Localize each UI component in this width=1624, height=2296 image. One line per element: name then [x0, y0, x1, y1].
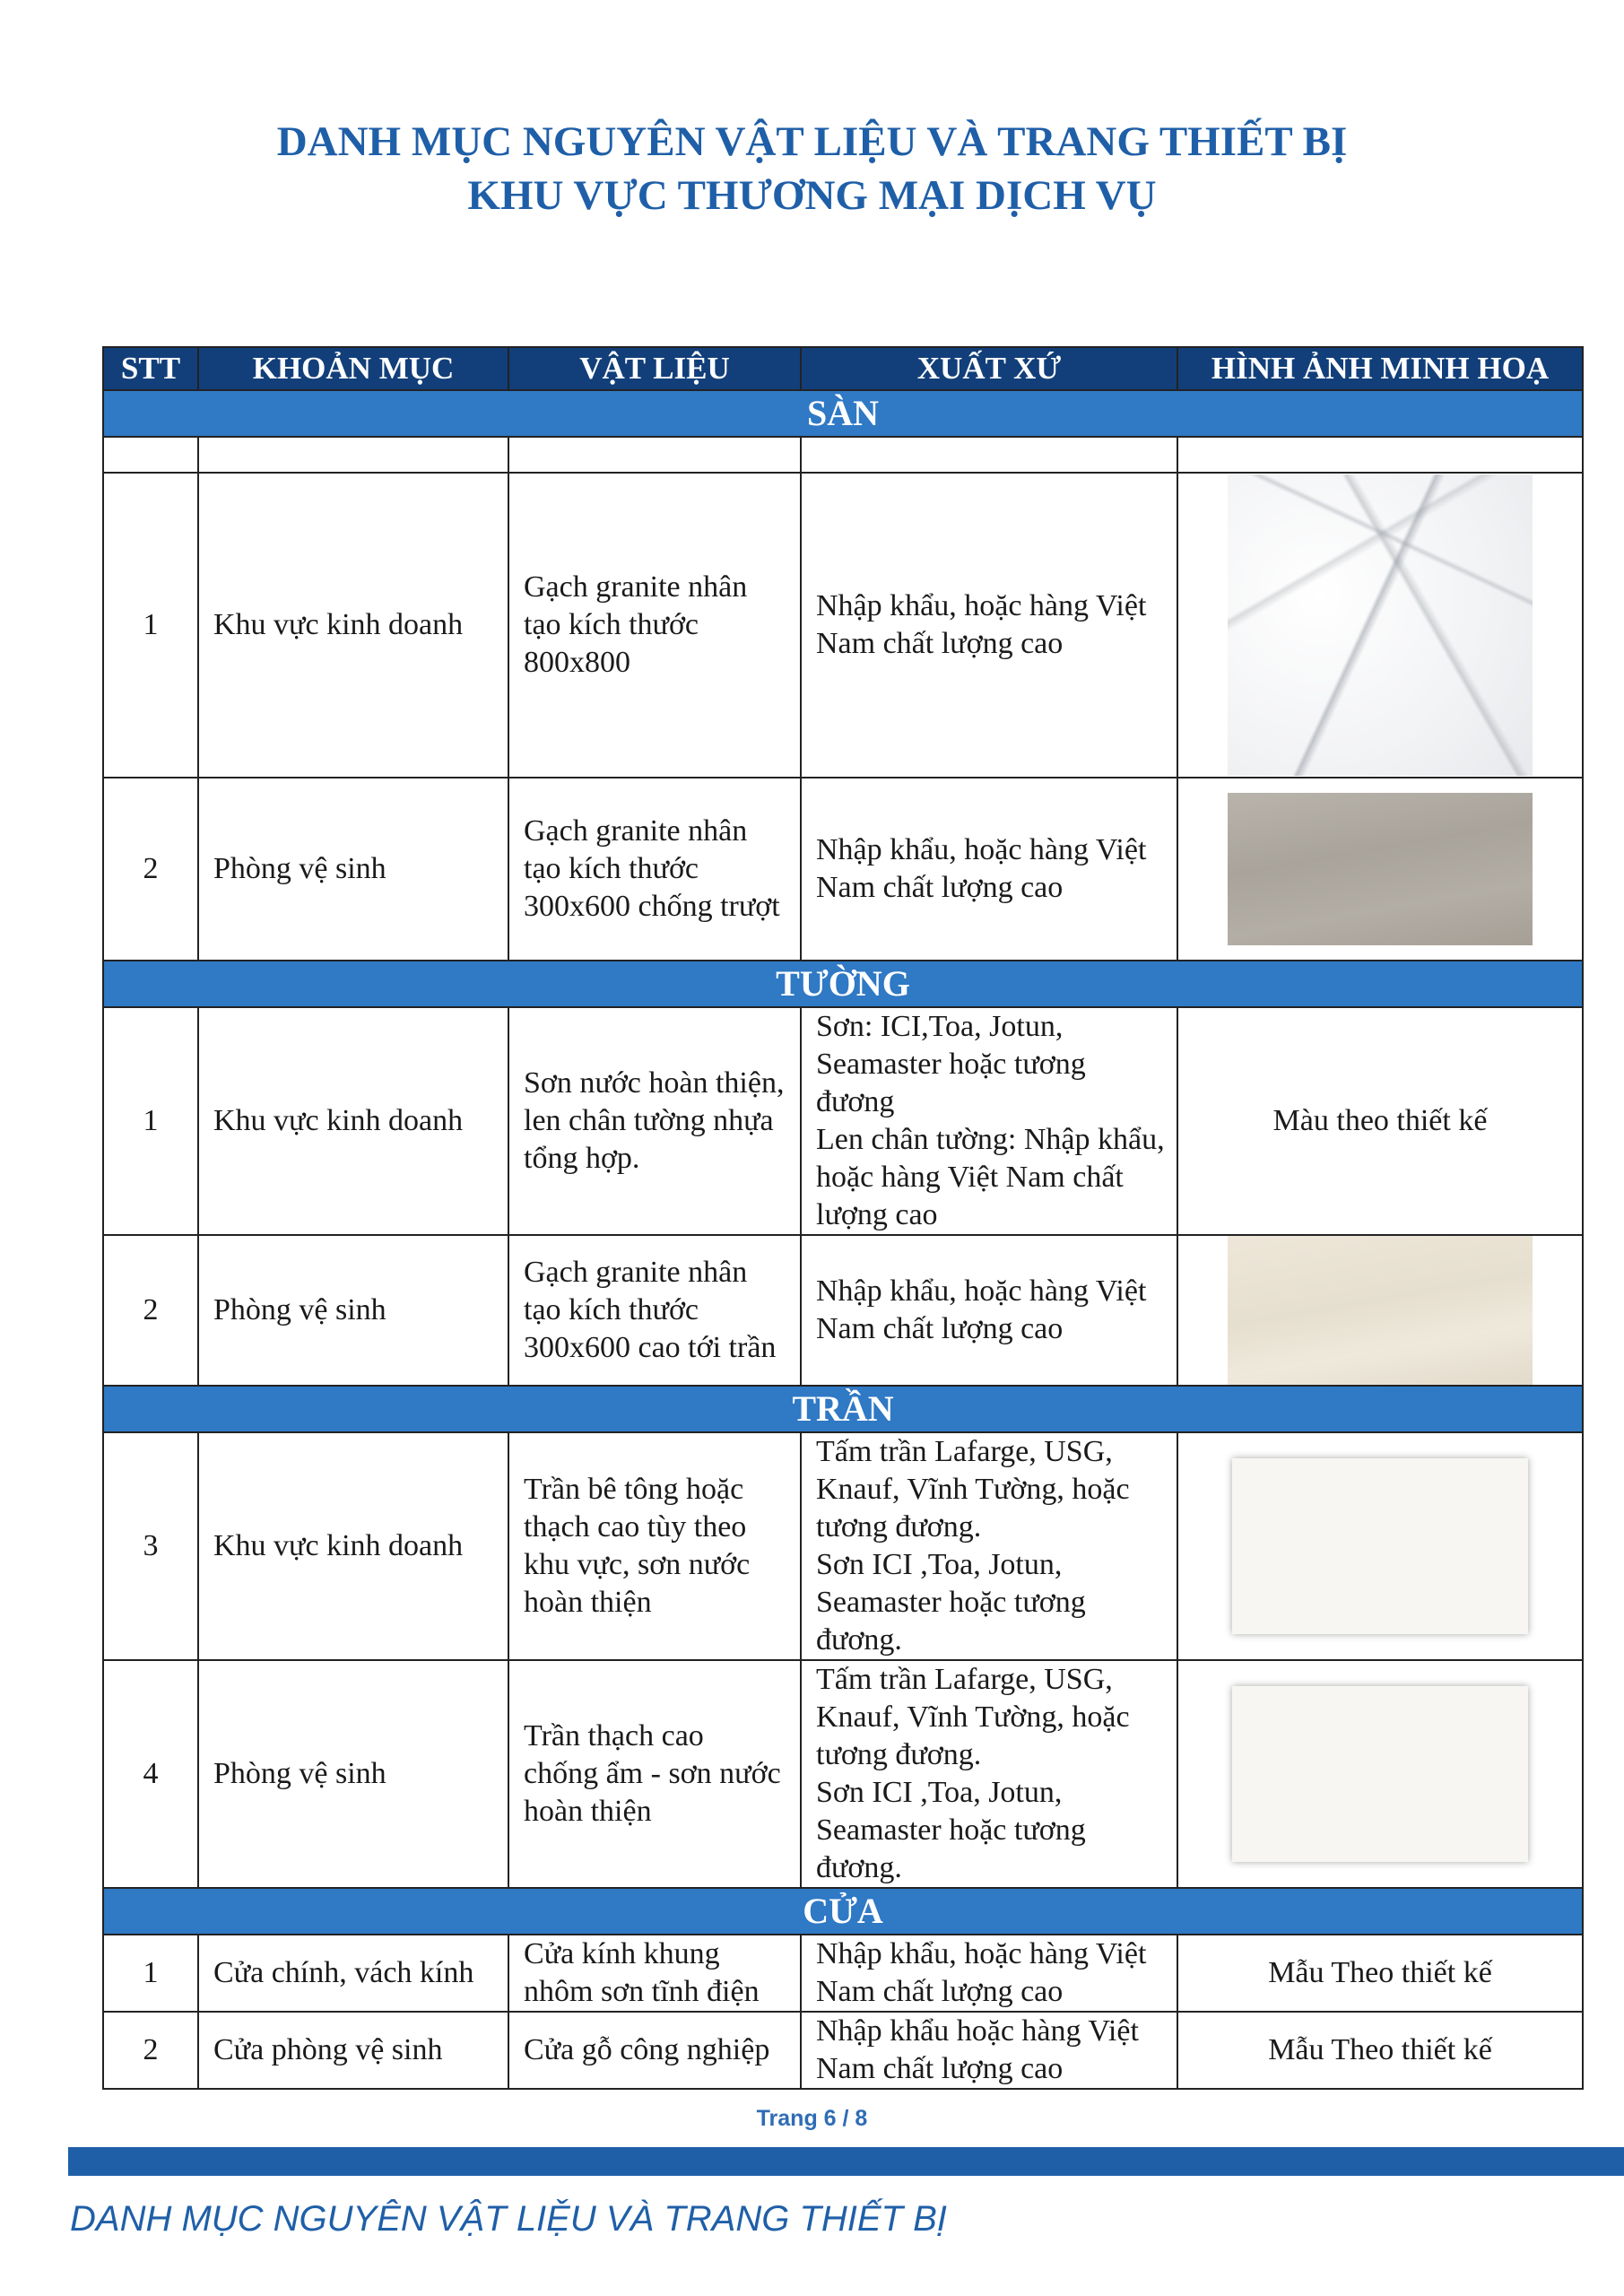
section-row-door [103, 1888, 1583, 1935]
row-material: Cửa kính khung nhôm sơn tĩnh điện [508, 1935, 801, 2012]
row-material: Gạch granite nhân tạo kích thước 300x600 cao tới trần [508, 1235, 801, 1386]
row-material: Trần thạch cao chống ẩm - sơn nước hoàn thiện [508, 1660, 801, 1888]
ceiling-panel-image [1232, 1458, 1528, 1634]
row-item: Phòng vệ sinh [198, 1235, 508, 1386]
section-title: TRẦN [103, 1386, 1583, 1432]
table-row [103, 1935, 1583, 2012]
materials-table [102, 346, 1584, 2090]
row-image-cell [1177, 1432, 1583, 1660]
row-item: Khu vực kinh doanh [198, 1432, 508, 1660]
row-origin: Nhập khẩu, hoặc hàng Việt Nam chất lượng cao [801, 1935, 1177, 2012]
document-title-line-2: KHU VỰC THƯƠNG MẠI DỊCH VỤ [467, 172, 1157, 219]
row-stt: 2 [103, 1235, 198, 1386]
marble-tile-image [1228, 474, 1533, 776]
table-row [103, 1660, 1583, 1888]
row-image-note: Màu theo thiết kế [1177, 1007, 1583, 1235]
row-origin: Nhập khẩu, hoặc hàng Việt Nam chất lượng cao [801, 473, 1177, 778]
page-number: Trang 6 / 8 [756, 2106, 868, 2131]
row-stt: 4 [103, 1660, 198, 1888]
header-image: HÌNH ẢNH MINH HOẠ [1177, 347, 1583, 390]
table-row [103, 778, 1583, 961]
row-image-cell [1177, 778, 1583, 961]
row-item: Cửa phòng vệ sinh [198, 2012, 508, 2089]
row-origin: Tấm trần Lafarge, USG, Knauf, Vĩnh Tường, hoặc tương đương. Sơn ICI ,Toa, Jotun, Seamaster hoặc tương đương. [801, 1432, 1177, 1660]
row-material: Sơn nước hoàn thiện, len chân tường nhựa tổng hợp. [508, 1007, 801, 1235]
row-item: Khu vực kinh doanh [198, 473, 508, 778]
section-title: TƯỜNG [103, 961, 1583, 1007]
row-stt: 2 [103, 778, 198, 961]
row-material: Cửa gỗ công nghiệp [508, 2012, 801, 2089]
row-material: Gạch granite nhân tạo kích thước 800x800 [508, 473, 801, 778]
row-image-cell [1177, 1660, 1583, 1888]
section-title: CỬA [103, 1888, 1583, 1935]
row-stt: 1 [103, 1007, 198, 1235]
ceiling-panel-image [1232, 1686, 1528, 1862]
grey-tile-image [1228, 793, 1533, 945]
section-row-floor [103, 390, 1583, 437]
row-stt: 1 [103, 1935, 198, 2012]
table-row [103, 1007, 1583, 1235]
footer-running-title: DANH MỤC NGUYÊN VẬT LIỆU VÀ TRANG THIẾT BỊ [70, 2199, 947, 2239]
row-image-note: Mẫu Theo thiết kế [1177, 2012, 1583, 2089]
row-origin: Nhập khẩu hoặc hàng Việt Nam chất lượng cao [801, 2012, 1177, 2089]
row-origin: Tấm trần Lafarge, USG, Knauf, Vĩnh Tường, hoặc tương đương. Sơn ICI ,Toa, Jotun, Seamaster hoặc tương đương. [801, 1660, 1177, 1888]
row-material: Trần bê tông hoặc thạch cao tùy theo khu vực, sơn nước hoàn thiện [508, 1432, 801, 1660]
table-row [103, 473, 1583, 778]
row-item: Phòng vệ sinh [198, 778, 508, 961]
beige-tile-image [1228, 1236, 1533, 1385]
footer-bar [68, 2147, 1624, 2176]
row-stt: 1 [103, 473, 198, 778]
section-row-ceiling [103, 1386, 1583, 1432]
row-item: Phòng vệ sinh [198, 1660, 508, 1888]
header-origin: XUẤT XỨ [801, 347, 1177, 390]
table-row [103, 1432, 1583, 1660]
row-stt: 3 [103, 1432, 198, 1660]
section-title: SÀN [103, 390, 1583, 437]
document-title-line-1: DANH MỤC NGUYÊN VẬT LIỆU VÀ TRANG THIẾT BỊ [276, 118, 1348, 165]
section-row-wall [103, 961, 1583, 1007]
header-item: KHOẢN MỤC [198, 347, 508, 390]
table-row [103, 1235, 1583, 1386]
row-origin: Nhập khẩu, hoặc hàng Việt Nam chất lượng cao [801, 1235, 1177, 1386]
empty-row [103, 437, 1583, 473]
row-material: Gạch granite nhân tạo kích thước 300x600 chống trượt [508, 778, 801, 961]
row-origin: Sơn: ICI,Toa, Jotun, Seamaster hoặc tương đương Len chân tường: Nhập khẩu, hoặc hàng Việt Nam chất lượng cao [801, 1007, 1177, 1235]
row-origin: Nhập khẩu, hoặc hàng Việt Nam chất lượng cao [801, 778, 1177, 961]
row-item: Khu vực kinh doanh [198, 1007, 508, 1235]
row-image-cell [1177, 1235, 1583, 1386]
header-material: VẬT LIỆU [508, 347, 801, 390]
row-item: Cửa chính, vách kính [198, 1935, 508, 2012]
row-image-note: Mẫu Theo thiết kế [1177, 1935, 1583, 2012]
header-stt: STT [103, 347, 198, 390]
table-row [103, 2012, 1583, 2089]
header-row [103, 347, 1583, 390]
row-stt: 2 [103, 2012, 198, 2089]
row-image-cell [1177, 473, 1583, 778]
